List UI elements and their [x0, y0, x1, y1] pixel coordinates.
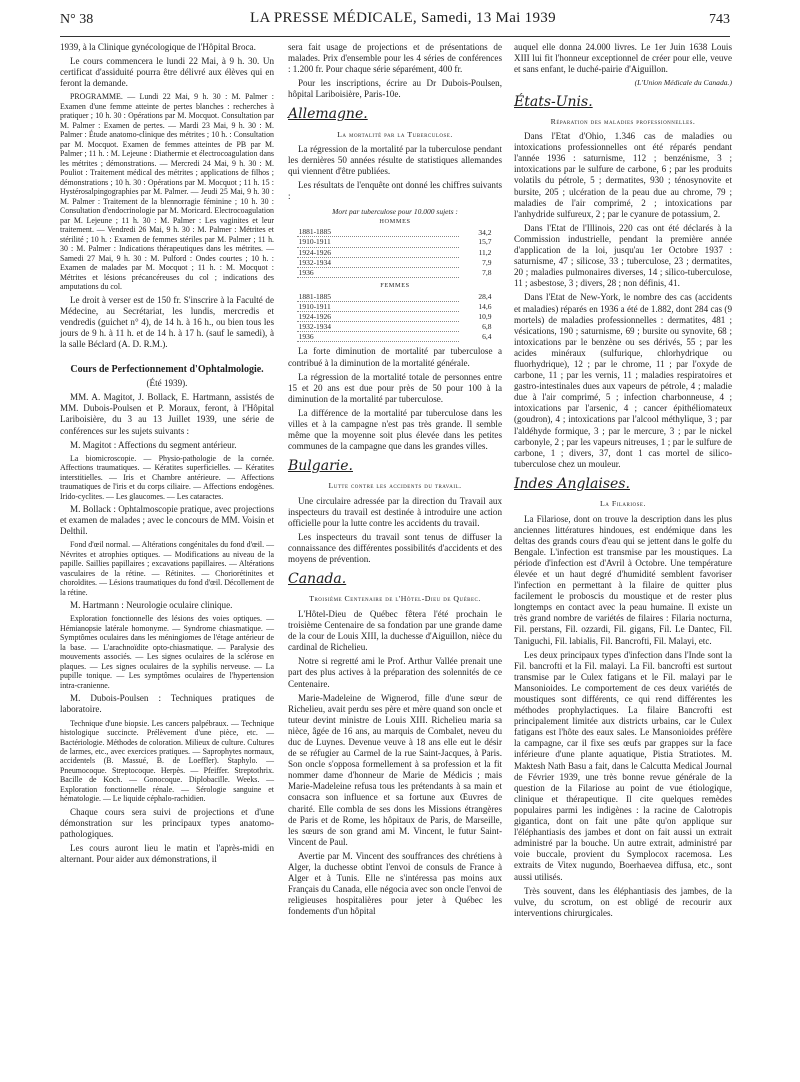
value: 11,2: [478, 247, 492, 257]
table-row: [297, 311, 494, 321]
table-group-label: HOMMES: [379, 217, 411, 225]
country-heading: Indes Anglaises.: [514, 475, 630, 492]
page-header: [60, 10, 730, 37]
period: 1910-1911: [297, 301, 460, 311]
paragraph: Chaque cours sera suivi de projections et d'une démonstration sur les principaux types anatomo-pathologiques.: [60, 806, 274, 840]
table-row: [297, 322, 494, 332]
period: 1924-1926: [297, 247, 460, 257]
value: 14,6: [478, 301, 492, 311]
column-3: [514, 42, 732, 922]
paragraph: Les inspecteurs du travail sont tenus de diffuser la connaissance des différentes possibilités d'accidents et des moyens de prévention.: [288, 532, 502, 565]
section-title: Cours de Perfectionnement d'Ophtalmologie.: [70, 364, 264, 376]
period: 1936: [297, 332, 460, 342]
period: 1936: [297, 267, 460, 277]
article-subtitle: Troisième Centenaire de l'Hôtel-Dieu de Québec.: [309, 594, 481, 604]
article-subtitle: Lutte contre les accidents du travail.: [328, 481, 462, 491]
paragraph: Dans l'Etat d'Ohio, 1.346 cas de maladies ou intoxications professionnelles ont été réparés pendant l'année 1936 : saturnisme, 112 ; benzénisme, 3 ; intoxications par le sulfure de carbone, 6 ; par les produits volatils du pétrole, 5 ; dermatites, 930 ; ténosynovite et bursite, 205 ; ulcération de la peau due au chrome, 79 ; maladies de l'air comprimé, 2 ; intoxications par l'anhydride sulfureux, 2 ; par le cyanure de potassium, 2.: [514, 131, 732, 219]
journal-title: LA PRESSE MÉDICALE, Samedi, 13 Mai 1939: [250, 10, 556, 26]
issue-number: N° 38: [60, 12, 94, 27]
programme: PROGRAMME. — Lundi 22 Mai, 9 h. 30 : M. Palmer : Examen d'une femme atteinte de pertes blanches : recherches à pratiquer ; 10 h. 30 : Opérations par M. Mocquot. Consultation par M. Palmer : Examen de pertes. — Mardi 23 Mai, 9 h. 30 : M. Palmer : Étude anatomo-clinique des métrites ; 10 h. : Consultation par M. Mocquot. Examen de femmes atteintes de PB par M. Palmer ; 11 h. : M. Lejeune : Diathermie et électrocoagulation dans les métrites ; démonstrations. — Mercredi 24 Mai, 9 h. 30 : M. Pouliot : Traitement médical des métrites ; applications de filhos ; démonstrations ; 10 h. 30 : Opérations par M. Mocquot ; 11 h. 15 : Hystérosalpingographies par M. Palmer. — Jeudi 25 Mai, 9 h. 30 : M. Palmer : Traitement de la blennorragie féminine ; 10 h. 30 : Consultation d'endocrinologie par M. Moricard. Electrocoagulation par M. Lejeune ; 11 h. 30 : M. Palmer : Les vaginites et leur traitement. — Vendredi 26 Mai, 9 h. 30 : M. Palmer : Métrites et stérilité ; 10 h. : Examen de femmes stériles par M. Palmer ; 11 h. 30 : M. Palmer : Indications thérapeutiques dans les métrites. — Samedi 27 Mai, 9 h. 30 : M. Pulford : Ondes courtes ; 10 h. : Examen de malades par M. Mocquot ; 11 h. : M. Mocquot : Métrites et lésions précancéreuses du col ; indications des amputations du col.: [60, 92, 274, 292]
paragraph: Le cours commencera le lundi 22 Mai, à 9 h. 30. Un certificat d'assiduité pourra être délivré aux élèves qui en feront la demande.: [60, 56, 274, 89]
country-heading: Allemagne.: [288, 106, 368, 123]
paragraph: Le droit à verser est de 150 fr. S'inscrire à la Faculté de Médecine, au Secrétariat, les lundis, mercredis et vendredis (guichet n° 4), de 14 h. à 16 h., ou bien tous les jours de 9 h. à 11 h. et de 14 h. à 17 h. (sauf le samedi), à la salle Béclard (A. D. R.M.).: [60, 294, 274, 349]
column-1: [60, 42, 274, 868]
table-row: [297, 292, 494, 302]
article-subtitle: Réparation des maladies professionnelles.: [550, 116, 696, 126]
table-row: [297, 301, 494, 311]
paragraph: La régression de la mortalité totale de personnes entre 15 et 20 ans est due pour près de 50 pour 100 à la diminution de la mortalité par tuberculose.: [288, 371, 502, 404]
period: 1932-1934: [297, 257, 460, 267]
value: 10,9: [478, 311, 492, 321]
table-group-label: FEMMES: [380, 282, 410, 290]
subject-body: La biomicroscopie. — Physio-pathologie de la cornée. Affections traumatiques. — Kératites superficielles. — Kératites interstitielles. — Iris et Chambre antérieure. — Affections traumatiques de l'iris et du corps ciliaire. — Affections endogènes. Irido-cyclites. — Les glaucomes. — Les cataractes.: [60, 453, 274, 501]
source-signature: (L'Union Médicale du Canada.): [634, 78, 732, 88]
paragraph: Dans l'Etat de l'Illinois, 220 cas ont été déclarés à la Commission industrielle, pendant la première année d'application de la loi, jusqu'au 1er Octobre 1937 : saturnisme, 47 ; silicose, 33 ; tuberculose, 23 ; dermatites, 20 ; maladies pulmonaires diverses, 14 ; silico-tuberculose, 11 ; asbestose, 3 ; divers, 28 ; non définis, 41.: [514, 222, 732, 289]
table-row: [297, 267, 494, 277]
value: 6,8: [482, 322, 492, 332]
paragraph: auquel elle donna 24.000 livres. Le 1er Juin 1638 Louis XIII lui fit l'honneur exceptionnel de créer pour elle, veuve et sans enfant, le duché-pairie d'Aiguillon.: [514, 42, 732, 75]
period: 1910-1911: [297, 237, 460, 247]
period: 1881-1885: [297, 227, 460, 237]
section-date: (Été 1939).: [146, 378, 188, 389]
article-subtitle: La Filariose.: [600, 499, 646, 508]
paragraph: Une circulaire adressée par la direction du Travail aux inspecteurs du travail est destinée à introduire une action officielle pour la lutte contre les accidents du travail.: [288, 495, 502, 529]
paragraph: Marie-Madeleine de Wignerod, fille d'une sœur de Richelieu, avait perdu ses père et mère quand son oncle et tuteur devint ministre de Louis XIII. Richelieu maria sa nièce, âgée de 16 ans, au marquis de Combalet, neveu du duc de Luynes. Devenue veuve à 18 ans elle eut le désir de se réfugier au Carmel de la rue Saint-Jacques, à Paris. Son oncle s'opposa formellement à sa profession et la fit nommer dame d'honneur de Marie de Médicis ; mais Marie-Madeleine refusa tous les prétendants à sa main et consacra son influence et sa fortune aux Œuvres de charité. Elle combla de ses dons les Missions étrangères de Paris et de Rome, les hôpitaux de Paris, de Marseille, les sœurs de son grand ami M. Vincent, le futur Saint-Vincent de Paul.: [288, 692, 502, 847]
paragraph: Les cours auront lieu le matin et l'après-midi en alternant. Pour aider aux démonstrations, il: [60, 843, 274, 865]
table-hommes: [297, 227, 494, 278]
paragraph: Notre si regretté ami le Prof. Arthur Vallée prenait une part des plus actives à la préparation des solennités de ce Centenaire.: [288, 656, 502, 689]
period: 1881-1885: [297, 292, 460, 302]
period: 1932-1934: [297, 322, 460, 332]
article-subtitle: La mortalité par la Tuberculose.: [337, 129, 453, 139]
table-femmes: [297, 292, 494, 343]
subject-head: M. Hartmann : Neurologie oculaire clinique.: [70, 600, 233, 611]
table-row: [297, 227, 494, 237]
paragraph: La différence de la mortalité par tuberculose dans les villes et à la campagne n'est pas très grande. Il semble même que la moyenne soit plus élevée dans les petites communes de la campagne que dans les grandes villes.: [288, 407, 502, 452]
subject-head: M. Dubois-Poulsen : Techniques pratiques de laboratoire.: [60, 693, 274, 715]
paragraph: Pour les inscriptions, écrire au Dr Dubois-Poulsen, hôpital Lariboisière, Paris-10e.: [288, 78, 502, 100]
paragraph: La Filariose, dont on trouve la description dans les plus anciennes littératures hindoues, est endémique dans les deltas des grands cours d'eau qui se jettent dans le golfe du Bengale. L'infection est transmise par les moustiques. La période d'infection est d'Avril à Octobre. Une température élevée et un haut degré d'humidité semblent favoriser l'infection en permettant à la filaire de quitter plus facilement le proboscis du moustique et de rester plus longtemps en contact avec la peau humaine. Il existe un très grand nombre de variétés de filaires : Filaria nocturna, Fil. perstans, Fil. ozzardi, Fil. gigans, Fil. Le Dantec, Fil. Taniguchi, Fil. labialis, Fil. Bancrofti, Fil. Malayi, etc.: [514, 513, 732, 646]
paragraph: MM. A. Magitot, J. Bollack, E. Hartmann, assistés de MM. Dubois-Poulsen et P. Moraux, feront, à l'Hôpital Lariboisière, du 3 au 13 Juillet 1939, une série de conférences sur les sujets suivants :: [60, 392, 274, 436]
paragraph: Les résultats de l'enquête ont donné les chiffres suivants :: [288, 180, 503, 202]
subject-head: M. Magitot : Affections du segment antérieur.: [70, 439, 237, 450]
paragraph: 1939, à la Clinique gynécologique de l'Hôpital Broca.: [60, 42, 256, 52]
paragraph: Les deux principaux types d'infection dans l'Inde sont la Fil. bancrofti et la Fil. malayi. La Fil. bancrofti est surtout transmise par le Culex fatigans et le Fil. malayi par le Mansonioides. Le comportement de ces deux variétés de moustiques sont différents, ce qui rend différentes les méthodes prophylactiques. La filaire Bancrofti est principalement limitée aux districts urbains, car le Culex fatigans est l'hôte des eaux sales. Le Mansonioides préfère la campagne, car il fixe ses œufs par grappes sur la face inférieure d'une plante aquatique, Pistia Stratiotes. M. Maktesh Nath Basu a fait, dans le Calcutta Medical Journal de Février 1939, une très bonne revue générale de la question de la Filariose au point de vue étiologique, clinique et thérapeutique. Il cite quelques remèdes populaires parmi les indigènes : la racine de Calotropis gigantica, dont on fait une pâte qu'on applique sur l'éléphantiasis des jambes et dont on fait aussi un extrait administré par la bouche. Un autre extrait, administré par voie buccale, provient du Symplocox racemosa. Les extraits de Vitex nugundo, Boerhaevea diffusa, etc., sont aussi utilisés.: [514, 649, 732, 882]
page-number: 743: [709, 12, 730, 27]
value: 7,9: [482, 257, 492, 267]
paragraph: Très souvent, dans les éléphantiasis des jambes, de la vulve, du scrotum, on est obligé de recourir aux interventions chirurgicales.: [514, 885, 732, 918]
paragraph: L'Hôtel-Dieu de Québec fêtera l'été prochain le troisième Centenaire de sa fondation par une grande dame de la cour de Louis XIII, la duchesse d'Aiguillon, nièce du cardinal de Richelieu.: [288, 608, 502, 653]
country-heading: Canada.: [288, 571, 347, 588]
table-row: [297, 247, 494, 257]
paragraph: La régression de la mortalité par la tuberculose pendant les dernières 50 années résulte de statistiques allemandes qui viennent d'être publiées.: [288, 144, 502, 177]
value: 28,4: [478, 291, 492, 301]
value: 6,4: [482, 332, 492, 342]
subject-body: Technique d'une biopsie. Les cancers palpébraux. — Technique histologique succincte. Prélèvement d'une pièce, etc. — Bactériologie. Méthodes de coloration. Milieux de culture. Cultures de larmes, etc., avec exercices pratiques. — Saprophytes normaux, accidentels (B. Massué, B. de Loeffler). Staphylo. — Pneumocoque. Streptocoque. Herpès. — Pfeiffer. Streptothrix. Bacille de Koch. — Gonocoque. Diplobacille. Weeks. — Exploration fonctionnelle rénale. — Sérologie sanguine et hématologie. — Le liquide céphalo-rachidien.: [60, 718, 274, 804]
period: 1924-1926: [297, 311, 460, 321]
paragraph: Dans l'Etat de New-York, le nombre des cas (accidents et maladies) réparés en 1936 a été de 1.882, dont 284 cas (9 mortels) de maladies professionnelles : dermatites, 481 ; vésications, 190 ; saturnisme, 69 ; bursite ou synovite, 68 ; intoxications par le benzène ou ses dérivés, 55 ; par les acides minéraux (sulfurique, chlorhydrique ou fluorhydrique), 12 ; par le chrome, 11 ; par l'oxyde de carbone, 11 ; par les vernis, 11 ; maladies respiratoires et gastro-intestinales dues aux vapeurs de pétrole, 4 ; maladie due à l'air comprimé, 5 ; infection charbonneuse, 4 ; intoxications par l'arsenic, 4 ; cancer épithéliomateux (goudron), 4 ; intoxications par l'alcool méthylique, 3 ; par l'aldéhyde formique, 3 ; par le mercure, 3 ; par le nickel carbonyle, 2 ; par les vapeurs nitreuses, 1 ; par le sulfure de carbone, 1 ; divers, 37, dont 1 cas mortel de silico-tuberculose chez un mouleur.: [514, 292, 732, 469]
subject-body: Fond d'œil normal. — Altérations congénitales du fond d'œil. — Névrites et atrophies optiques. — Modifications au niveau de la papille. Saillies papillaires ; excavations papillaires. — Altérations vasculaires de la rétine. — Rétinites. — Choriorétinites et choroïdites. — Lésions traumatiques du fond d'œil. Décollement de la rétine.: [60, 540, 274, 597]
country-heading: États-Unis.: [514, 93, 593, 110]
table-row: [297, 257, 494, 267]
table-row: [297, 332, 494, 342]
value: 15,7: [478, 237, 492, 247]
table-caption: Mort par tuberculose pour 10.000 sujets :: [332, 206, 458, 216]
paragraph: La forte diminution de mortalité par tuberculose a contribué à la diminution de la mortalité générale.: [288, 346, 502, 368]
country-heading: Bulgarie.: [288, 458, 353, 475]
table-row: [297, 237, 494, 247]
value: 34,2: [478, 227, 492, 237]
value: 7,8: [482, 267, 492, 277]
paragraph: Avertie par M. Vincent des souffrances des chrétiens à Alger, la duchesse obtint l'envoi de consuls de France à Alger et à Tunis. Elle ne s'intéressa pas moins aux Français du Canada, elle négocia avec son oncle l'envoi de religieuses hospitalières pour jeter à Québec les fondements d'un hôpital: [288, 850, 502, 917]
subject-head: M. Bollack : Ophtalmoscopie pratique, avec projections et examen de malades ; avec le concours de MM. Voisin et Delthil.: [60, 504, 274, 537]
subject-body: Exploration fonctionnelle des lésions des voies optiques. — Hémianopsie latérale homonyme. — Syndrome chiasmatique. — Symptômes oculaires dans les méningiomes de l'étage antérieur de la base. — L'arachnoïdite opto-chiasmatique. — Paralysie des mouvements associés. — Les signes oculaires de la sclérose en plaques. — Les signes oculaires de la syphilis nerveuse. — La pupille tonique. — Les symptômes oculaires de l'hypertension intra-cranienne.: [60, 614, 274, 690]
column-2: [288, 42, 502, 921]
paragraph: sera fait usage de projections et de présentations de malades. Prix d'ensemble pour les 4 séries de conférences : 1.200 fr. Pour chaque série séparément, 400 fr.: [288, 42, 502, 75]
